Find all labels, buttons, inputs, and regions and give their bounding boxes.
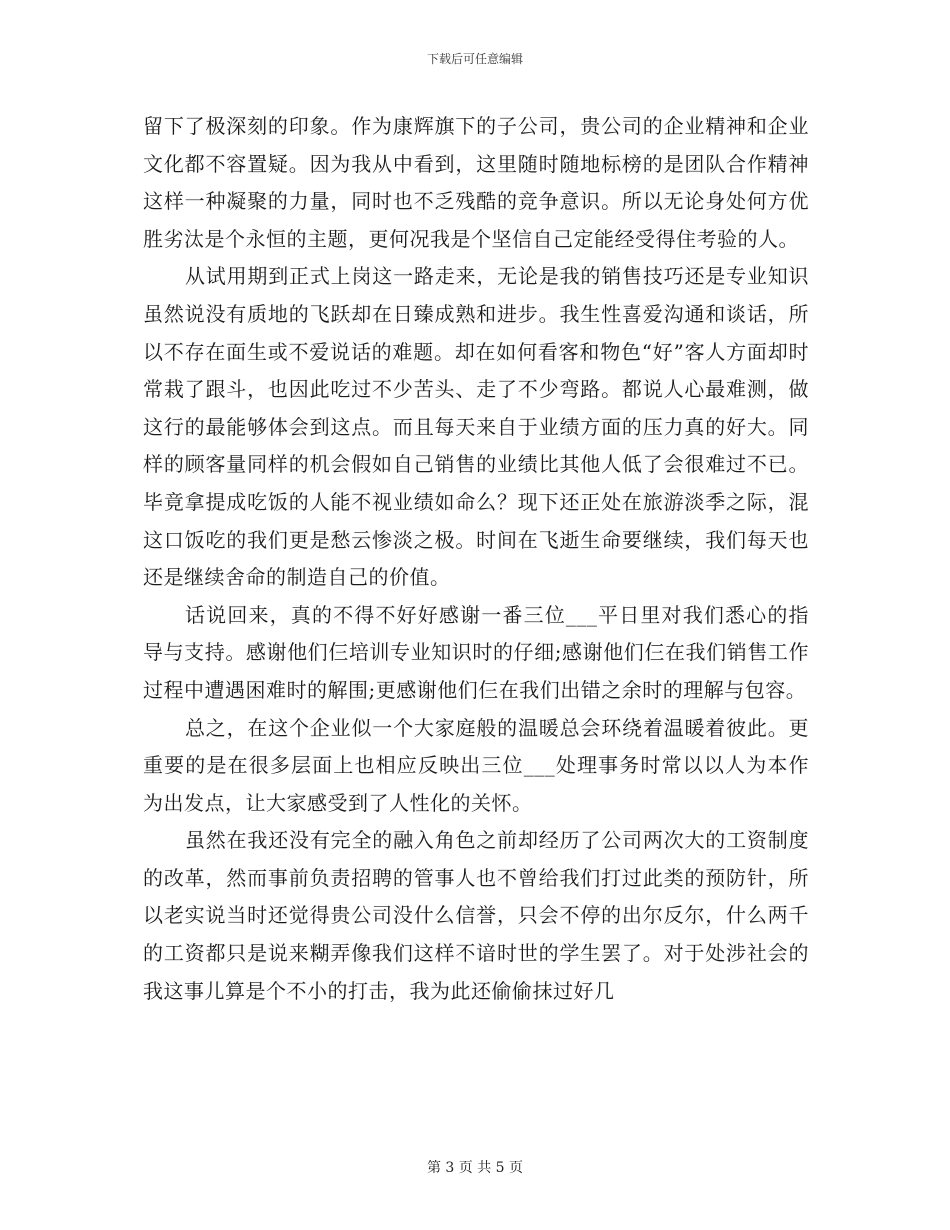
page-footer: 第 3 页 共 5 页 bbox=[426, 1160, 524, 1176]
paragraph-2: 从试用期到正式上岗这一路走来，无论是我的销售技巧还是专业知识虽然说没有质地的飞跃却在日臻成熟和进步。我生性喜爱沟通和谈话，所以不存在面生或不爱说话的难题。却在如何看客和物色“好”客人方面却时常栽了跟斗，也因此吃过不少苦头、走了不少弯路。都说人心最难测，做这行的最能够体会到这点。而且每天来自于业绩方面的压力真的好大。同样的顾客量同样的机会假如自己销售的业绩比其他人低了会很难过不已。毕竟拿提成吃饭的人能不视业绩如命么？现下还正处在旅游淡季之际，混这口饭吃的我们更是愁云惨淡之极。时间在飞逝生命要继续，我们每天也还是继续舍命的制造自己的价值。 bbox=[143, 264, 809, 590]
paragraph-5: 虽然在我还没有完全的融入角色之前却经历了公司两次大的工资制度的改革，然而事前负责招聘的管事人也不曾给我们打过此类的预防针，所以老实说当时还觉得贵公司没什么信誉，只会不停的出尔反尔，什么两千的工资都只是说来糊弄像我们这样不谙时世的学生罢了。对于处涉社会的我这事儿算是个不小的打击，我为此还偷偷抹过好几 bbox=[143, 828, 809, 1003]
paragraph-1: 留下了极深刻的印象。作为康辉旗下的子公司，贵公司的企业精神和企业文化都不容置疑。因为我从中看到，这里随时随地标榜的是团队合作精神这样一种凝聚的力量，同时也不乏残酷的竞争意识。所以无论身处何方优胜劣汰是个永恒的主题，更何况我是个坚信自己定能经受得住考验的人。 bbox=[143, 114, 809, 251]
page-header: 下载后可任意编辑 bbox=[426, 52, 523, 66]
paragraph-3: 话说回来，真的不得不好好感谢一番三位___平日里对我们悉心的指导与支持。感谢他们仨培训专业知识时的仔细;感谢他们仨在我们销售工作过程中遭遇困难时的解围;更感谢他们仨在我们出错之余时的理解与包容。 bbox=[143, 602, 809, 702]
paragraph-4: 总之，在这个企业似一个大家庭般的温暖总会环绕着温暖着彼此。更重要的是在很多层面上也相应反映出三位___处理事务时常以以人为本作为出发点，让大家感受到了人性化的关怀。 bbox=[143, 715, 809, 815]
document-body bbox=[143, 108, 809, 1010]
